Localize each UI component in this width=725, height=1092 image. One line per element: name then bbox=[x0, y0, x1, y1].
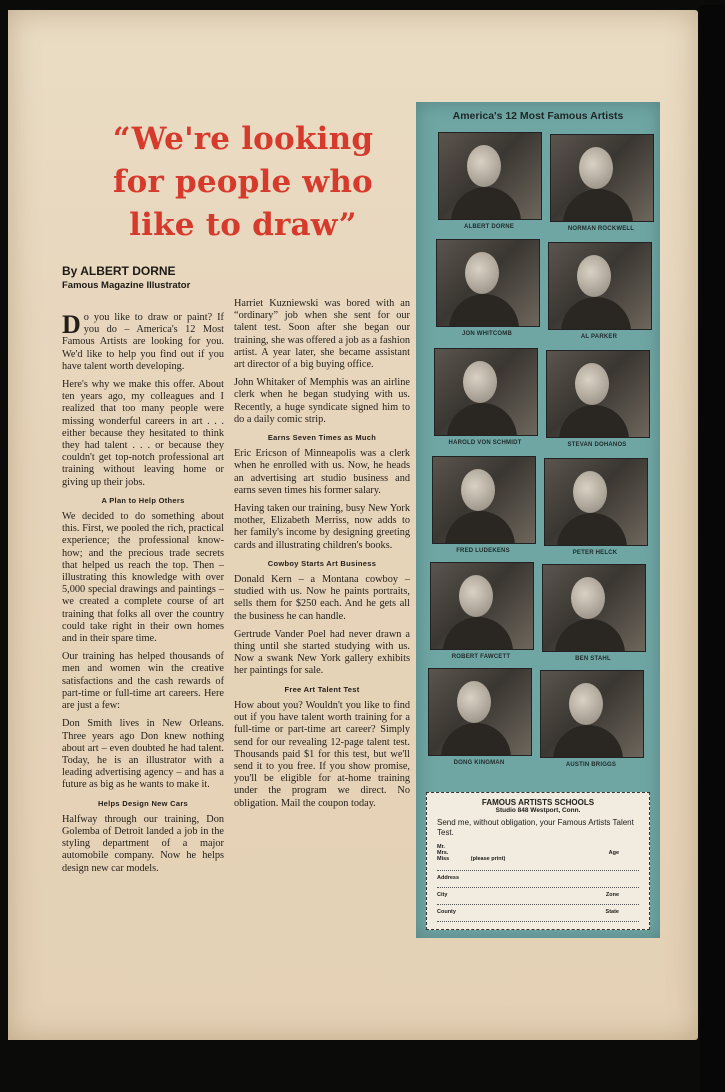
artist-portrait bbox=[436, 239, 538, 337]
paragraph: We decided to do something about this. First, we pooled the rich, practical experience; the professional know-how; and the precious trade secrets that helped us reach the top. Then – illustrating this knowledge with over 5,000 special drawings and paintings – we created a complete course of art training that folks all over the country could take right in their own homes and in their spare time. bbox=[62, 511, 224, 645]
portrait-photo bbox=[432, 456, 536, 544]
paragraph: Here's why we make this offer. About ten years ago, my colleagues and I realized that too many people were missing wonderful careers in art . . . either because they hesitated to think they had talent . . . or because they couldn't get top-notch professional art training without leaving home or giving up their jobs. bbox=[62, 379, 224, 488]
drop-cap: D bbox=[62, 310, 81, 339]
artist-name: DONG KINGMAN bbox=[453, 760, 505, 766]
portrait-photo bbox=[548, 242, 652, 330]
paragraph: John Whitaker of Memphis was an airline clerk when he began studying with us. Recently, a huge syndicate signed him to do a daily comic strip. bbox=[234, 377, 410, 425]
article-column-2 bbox=[234, 298, 410, 816]
artist-name: JON WHITCOMB bbox=[461, 331, 513, 337]
coupon-body: Send me, without obligation, your Famous Artists Talent Test. bbox=[437, 818, 634, 837]
portrait-photo bbox=[544, 458, 648, 546]
paragraph: Harriet Kuzniewski was bored with an “ordinary” job when she sent for our talent test. Soon after she began our training, she was offered a job as a fashion artist. A year later, she became assistant art director of a big buying office. bbox=[234, 298, 410, 371]
artist-portrait bbox=[540, 670, 642, 768]
city-field[interactable]: City Zone bbox=[437, 892, 639, 905]
address-field[interactable]: Address bbox=[437, 875, 639, 888]
artist-portrait bbox=[542, 564, 644, 662]
coupon-fields bbox=[427, 838, 649, 928]
portrait-photo bbox=[542, 564, 646, 652]
portrait-photo bbox=[540, 670, 644, 758]
artist-name: AUSTIN BRIGGS bbox=[565, 762, 617, 768]
article-column-1 bbox=[62, 312, 224, 881]
paragraph: Our training has helped thousands of men and women win the creative satisfactions and the cash rewards of part-time or full-time art careers. Here are just a few: bbox=[62, 651, 224, 712]
paragraph: Do you like to draw or paint? If you do – America's 12 Most Famous Artists are looking for you. We'd like to help you find out if you have talent worth developing. bbox=[62, 310, 224, 372]
artist-name: PETER HELCK bbox=[572, 550, 618, 556]
subhead: A Plan to Help Others bbox=[101, 495, 185, 505]
portrait-photo bbox=[434, 348, 538, 436]
artist-name: AL PARKER bbox=[580, 334, 618, 340]
byline bbox=[62, 264, 190, 291]
coupon-studio: Studio 848 Westport, Conn. bbox=[495, 807, 581, 814]
artist-portrait bbox=[428, 668, 530, 766]
byline-author: By ALBERT DORNE bbox=[62, 264, 176, 278]
subhead: Helps Design New Cars bbox=[97, 798, 189, 808]
artist-portrait bbox=[546, 350, 648, 448]
portrait-photo bbox=[550, 134, 654, 222]
artist-name: NORMAN ROCKWELL bbox=[567, 226, 635, 232]
paragraph: Having taken our training, busy New York mother, Elizabeth Merriss, now adds to her family's income by designing greeting cards and illustrating children's books. bbox=[234, 503, 410, 551]
artist-name: FRED LUDEKENS bbox=[456, 548, 510, 554]
portrait-photo bbox=[438, 132, 542, 220]
portrait-photo bbox=[546, 350, 650, 438]
background-edge bbox=[700, 5, 725, 1092]
artist-portrait bbox=[550, 134, 652, 232]
county-field[interactable]: County State bbox=[437, 909, 639, 922]
artist-portrait bbox=[438, 132, 540, 230]
portrait-photo bbox=[428, 668, 532, 756]
subhead: Cowboy Starts Art Business bbox=[267, 558, 377, 568]
name-field[interactable]: Mr. Mrs. Age Miss (please print) bbox=[437, 844, 639, 871]
portrait-photo bbox=[430, 562, 534, 650]
artist-portrait bbox=[434, 348, 536, 446]
paragraph: Don Smith lives in New Orleans. Three years ago Don knew nothing about art – even doubted he had talent. Today, he is an illustrator with a leading advertising agency – and has a future as big as he wants to make it. bbox=[62, 718, 224, 791]
byline-title: Famous Magazine Illustrator bbox=[62, 280, 191, 291]
subhead: Earns Seven Times as Much bbox=[267, 433, 377, 443]
artist-name: HAROLD VON SCHMIDT bbox=[448, 440, 522, 446]
paragraph: Eric Ericson of Minneapolis was a clerk when he enrolled with us. Now, he heads an advertising art studio business and earns seven times his former salary. bbox=[234, 448, 410, 496]
headline: “We're looking for people who like to draw” bbox=[112, 121, 374, 243]
artist-name: BEN STAHL bbox=[575, 656, 611, 662]
panel-title: America's 12 Most Famous Artists bbox=[452, 110, 624, 122]
artist-name: ROBERT FAWCETT bbox=[451, 654, 511, 660]
paragraph: Donald Kern – a Montana cowboy – studied with us. Now he paints portraits, sells them for $250 each. And he gets all the business he can handle. bbox=[234, 574, 410, 622]
subhead: Free Art Talent Test bbox=[284, 684, 360, 694]
paragraph: Gertrude Vander Poel had never drawn a thing until she started studying with us. Now a swank New York gallery exhibits her paintings for sale. bbox=[234, 628, 410, 677]
paragraph: How about you? Wouldn't you like to find out if you have talent worth training for a full-time or part-time art career? Simply send for our revealing 12-page talent test. Thousands paid $1 for this test, but we'll send it to you free. If you show promise, you'll be eligible for at-home training under the program we direct. No obligation. Mail the coupon today. bbox=[234, 699, 410, 809]
artists-panel bbox=[416, 102, 660, 938]
coupon-title: FAMOUS ARTISTS SCHOOLS bbox=[481, 798, 595, 807]
artist-portrait bbox=[430, 562, 532, 660]
artist-portrait bbox=[432, 456, 534, 554]
portrait-photo bbox=[436, 239, 540, 327]
paragraph: Halfway through our training, Don Golemba of Detroit landed a job in the styling department of a major automobile company. Now he helps design new car models. bbox=[62, 813, 224, 874]
mail-coupon[interactable] bbox=[426, 792, 650, 930]
artist-name: ALBERT DORNE bbox=[463, 224, 515, 230]
artist-portrait bbox=[544, 458, 646, 556]
artist-portrait bbox=[548, 242, 650, 340]
artist-name: STEVAN DOHANOS bbox=[567, 442, 627, 448]
